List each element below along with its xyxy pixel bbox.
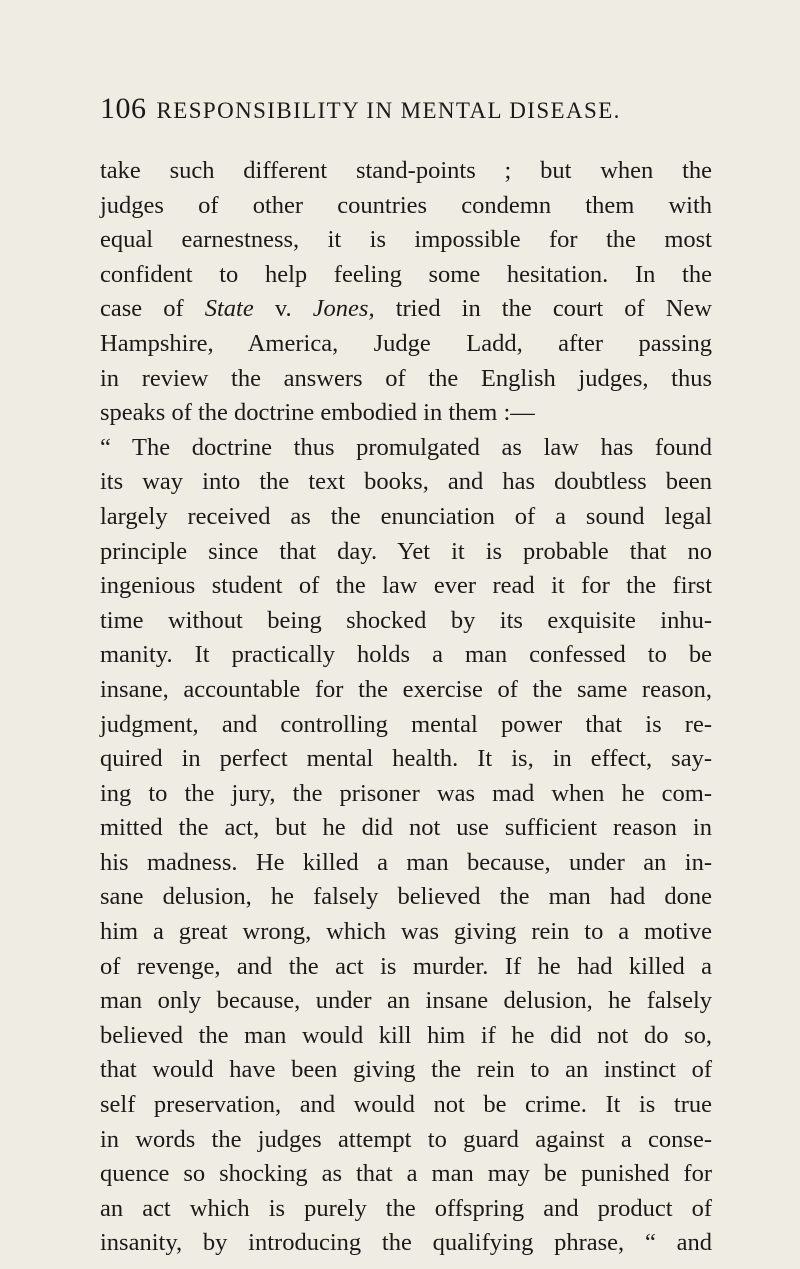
quote-line: insanity, by introducing the qualifying phrase, “ and [100, 1229, 712, 1257]
text-line: confident to help feeling some hesitation. In the [100, 260, 712, 288]
quote-line: insane, accountable for the exercise of the same reason, [100, 675, 712, 703]
quote-line: his madness. He killed a man because, under an in- [100, 848, 712, 876]
text-line: in review the answers of the English judges, thus [100, 364, 712, 392]
case-name-state: State [204, 295, 254, 323]
text-line: speaks of the doctrine embodied in them :— [100, 399, 535, 427]
quote-line: quence so shocking as that a man may be punished for [100, 1160, 712, 1188]
quote-line: judgment, and controlling mental power that is re- [100, 710, 712, 738]
text-line: Hampshire, America, Judge Ladd, after passing [100, 329, 712, 357]
header-title: RESPONSIBILITY IN MENTAL DISEASE. [156, 98, 621, 123]
quote-line: principle since that day. Yet it is probable that no [100, 537, 712, 565]
text-fragment: v. [253, 295, 313, 323]
text-line-case-citation [100, 292, 712, 327]
quote-line: man only because, under an insane delusion, he falsely [100, 987, 712, 1015]
page-number: 106 [100, 92, 147, 125]
case-name-jones: Jones, [312, 295, 375, 323]
text-fragment: tried in the court of New [374, 295, 712, 323]
quote-line: of revenge, and the act is murder. If he had killed a [100, 952, 712, 980]
quote-line: believed the man would kill him if he did not do so, [100, 1021, 712, 1049]
quote-line: an act which is purely the offspring and product of [100, 1194, 712, 1222]
quote-line: ingenious student of the law ever read it for the first [100, 572, 712, 600]
text-line: equal earnestness, it is impossible for the most [100, 226, 712, 254]
quote-line: mitted the act, but he did not use sufficient reason in [100, 814, 712, 842]
quote-line: that would have been giving the rein to an instinct of [100, 1056, 712, 1084]
paragraph-1 [100, 154, 712, 431]
quote-line: self preservation, and would not be crime. It is true [100, 1091, 712, 1119]
quote-line: manity. It practically holds a man confessed to be [100, 641, 712, 669]
quote-line: in words the judges attempt to guard against a conse- [100, 1125, 712, 1153]
text-fragment: case of [100, 295, 205, 323]
text-line: judges of other countries condemn them with [100, 191, 712, 219]
quote-line: ing to the jury, the prisoner was mad when he com- [100, 779, 712, 807]
quote-line: him a great wrong, which was giving rein to a motive [100, 918, 712, 946]
quote-line: quired in perfect mental health. It is, in effect, say- [100, 745, 712, 773]
quote-line: largely received as the enunciation of a sound legal [100, 502, 712, 530]
text-line: take such different stand-points ; but when the [100, 157, 712, 184]
quote-line: “ The doctrine thus promulgated as law has found [100, 433, 712, 461]
page-body [100, 154, 712, 1261]
running-head [100, 92, 712, 132]
quotation-paragraph [100, 431, 712, 1261]
quote-line: its way into the text books, and has doubtless been [100, 468, 712, 496]
quote-line: sane delusion, he falsely believed the man had done [100, 883, 712, 911]
quote-line: time without being shocked by its exquisite inhu- [100, 606, 712, 634]
